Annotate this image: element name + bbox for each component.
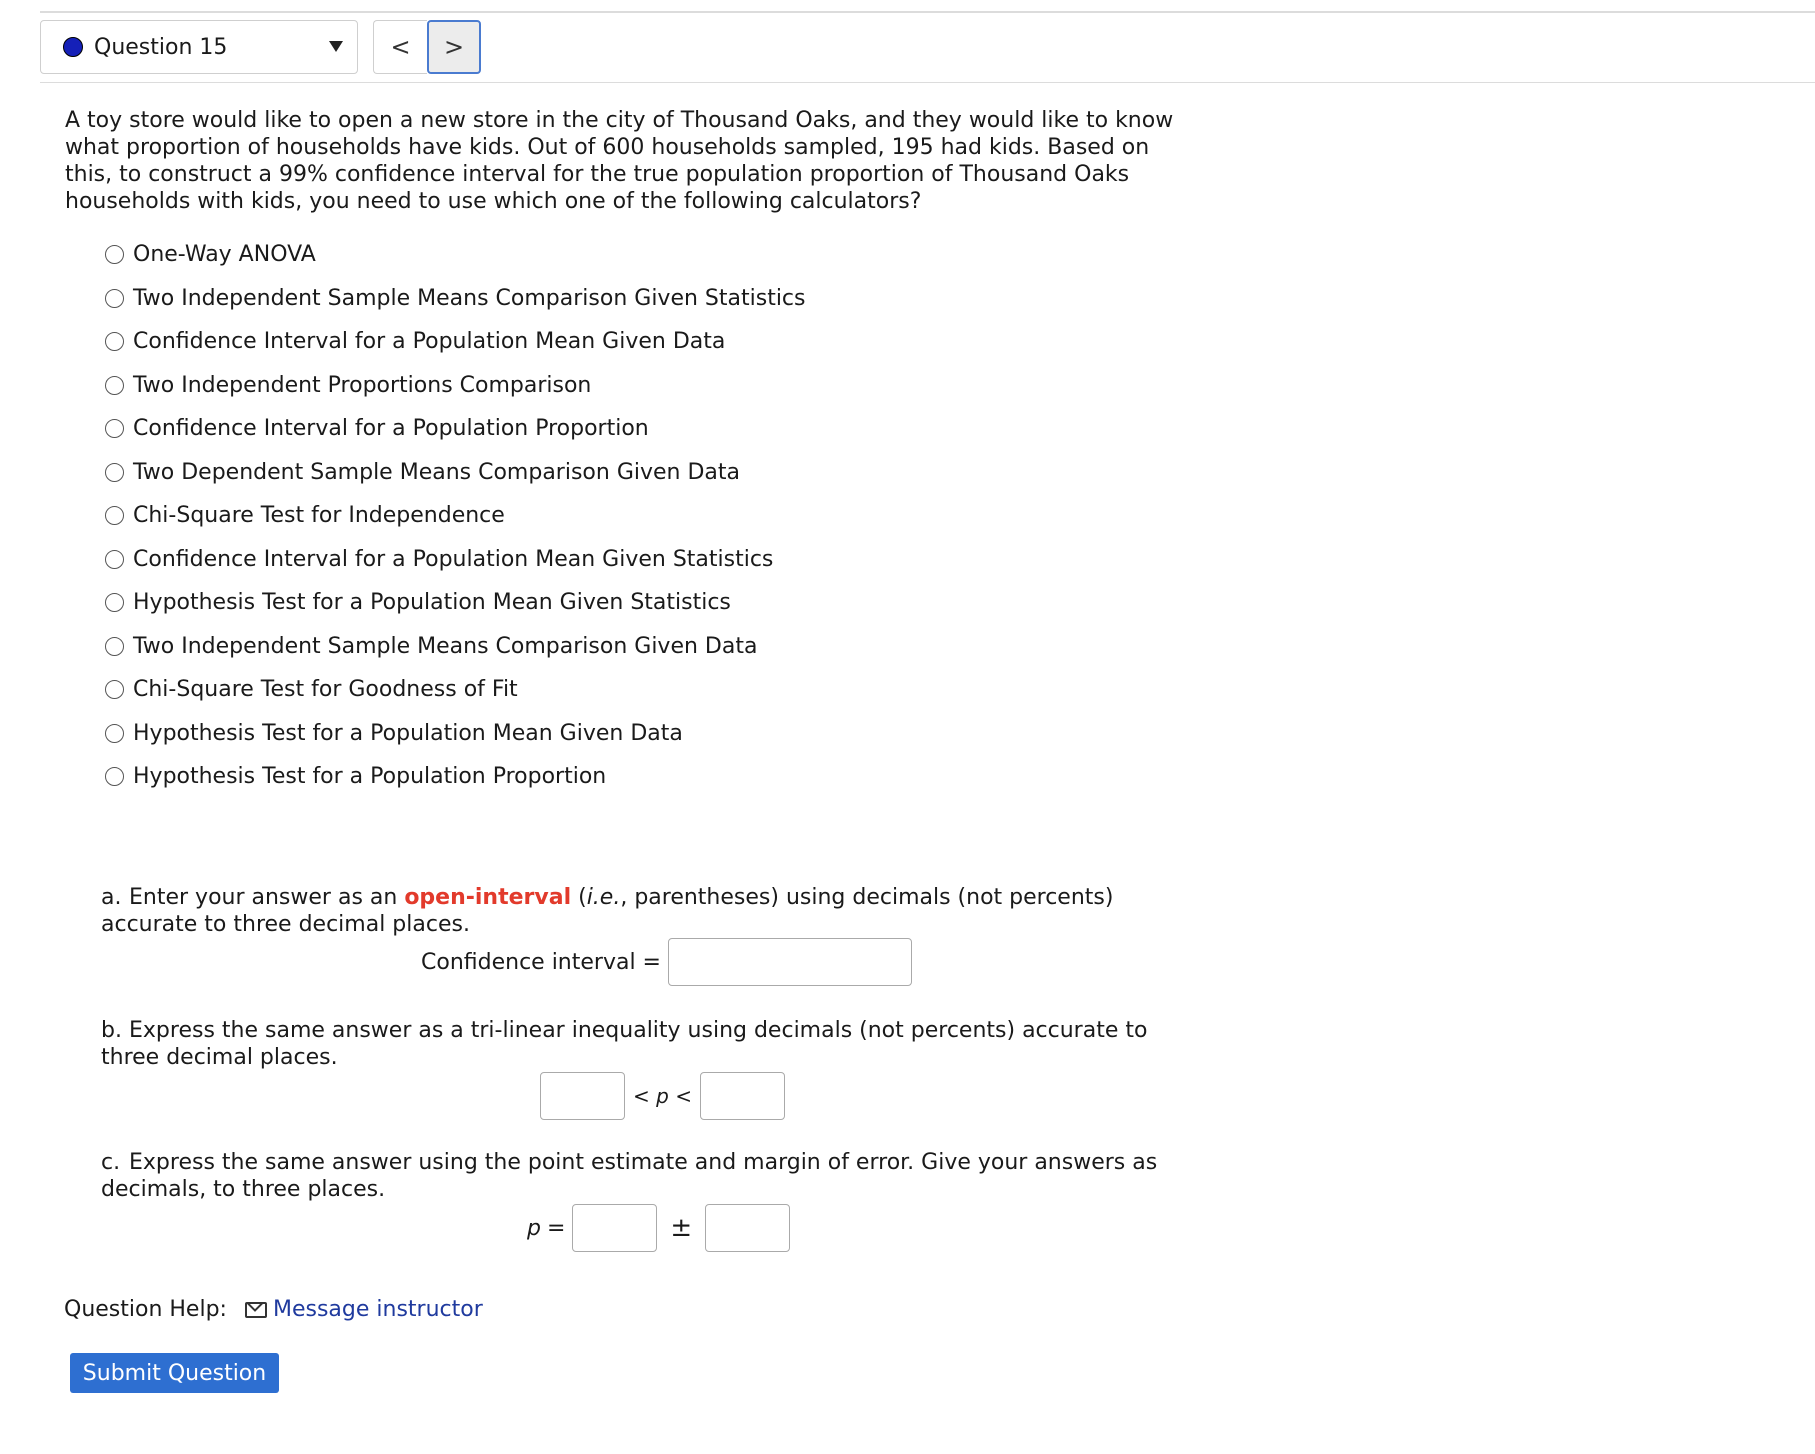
part-c-label: c. [101, 1150, 121, 1175]
answer-option-label: One-Way ANOVA [133, 242, 316, 268]
plus-minus-icon: ± [670, 1213, 693, 1243]
point-estimate-row [527, 1204, 790, 1252]
answer-option-label: Two Dependent Sample Means Comparison Given Data [133, 459, 740, 485]
part-a-instructions [101, 884, 1211, 938]
answer-options [105, 233, 806, 799]
answer-option[interactable] [105, 625, 806, 669]
submit-question-button[interactable]: Submit Question [70, 1353, 279, 1393]
part-a-paren: ( [571, 885, 587, 910]
radio-button[interactable] [105, 332, 124, 351]
p-variable-c: p [527, 1215, 541, 1241]
part-b-instructions [101, 1017, 1211, 1071]
inequality-symbols [633, 1084, 692, 1108]
question-help [64, 1297, 483, 1322]
radio-button[interactable] [105, 463, 124, 482]
answer-option-label: Confidence Interval for a Population Mean Given Statistics [133, 546, 774, 572]
upper-bound-input[interactable] [700, 1072, 785, 1120]
question-help-label: Question Help: [64, 1297, 227, 1322]
mail-icon[interactable] [245, 1302, 267, 1318]
radio-button[interactable] [105, 506, 124, 525]
question-status-dot-icon [63, 37, 83, 57]
answer-option-label: Two Independent Proportions Comparison [133, 372, 592, 398]
answer-option[interactable] [105, 407, 806, 451]
radio-button[interactable] [105, 376, 124, 395]
header-divider [40, 82, 1815, 83]
open-interval-highlight: open-interval [404, 885, 572, 910]
answer-option[interactable] [105, 538, 806, 582]
point-estimate-input[interactable] [572, 1204, 657, 1252]
question-text: A toy store would like to open a new store in the city of Thousand Oaks, and they would like to know what proportion of households have kids. Out of 600 households sampled, 195 had kids. Based on this, to construct a 99% confidence interval for the true population proportion of Thousand Oaks households with kids, you need to use which one of the following calculators? [65, 108, 1174, 214]
answer-option[interactable] [105, 233, 806, 277]
inequality-row [540, 1072, 785, 1120]
radio-button[interactable] [105, 680, 124, 699]
answer-option-label: Hypothesis Test for a Population Proportion [133, 764, 607, 790]
answer-option-label: Confidence Interval for a Population Mean Given Data [133, 329, 726, 355]
answer-option-label: Hypothesis Test for a Population Mean Given Data [133, 720, 683, 746]
question-selector[interactable] [40, 20, 358, 74]
answer-option[interactable] [105, 668, 806, 712]
answer-option-label: Two Independent Sample Means Comparison Given Statistics [133, 285, 806, 311]
part-c-instructions [101, 1149, 1211, 1203]
answer-option[interactable] [105, 320, 806, 364]
answer-option[interactable] [105, 451, 806, 495]
answer-option[interactable] [105, 581, 806, 625]
next-question-button[interactable] [427, 20, 481, 74]
answer-option-label: Chi-Square Test for Independence [133, 503, 505, 529]
less-than-2: < [675, 1084, 692, 1108]
answer-option[interactable] [105, 364, 806, 408]
answer-option[interactable] [105, 277, 806, 321]
part-a-label: a. [101, 885, 122, 910]
less-than-1: < [633, 1084, 650, 1108]
answer-option[interactable] [105, 712, 806, 756]
radio-button[interactable] [105, 419, 124, 438]
part-b-text: Express the same answer as a tri-linear inequality using decimals (not percents) accurate to three decimal places. [101, 1018, 1148, 1070]
confidence-interval-label: Confidence interval = [421, 949, 661, 975]
chevron-right-icon: > [443, 33, 465, 61]
confidence-interval-row [421, 938, 912, 986]
part-a-text-2: , parentheses) using decimals (not percents) accurate to three decimal places. [101, 885, 1114, 937]
confidence-interval-input[interactable] [668, 938, 912, 986]
answer-option-label: Chi-Square Test for Goodness of Fit [133, 677, 518, 703]
margin-of-error-input[interactable] [705, 1204, 790, 1252]
part-a-text-1: Enter your answer as an [129, 885, 405, 910]
answer-option-label: Two Independent Sample Means Comparison Given Data [133, 633, 758, 659]
answer-option[interactable] [105, 494, 806, 538]
part-c-text: Express the same answer using the point estimate and margin of error. Give your answers as decimals, to three places. [101, 1150, 1158, 1202]
answer-option[interactable] [105, 755, 806, 799]
radio-button[interactable] [105, 550, 124, 569]
message-instructor-link[interactable]: Message instructor [272, 1297, 483, 1322]
p-variable: p [656, 1084, 669, 1108]
chevron-left-icon: < [390, 33, 411, 61]
radio-button[interactable] [105, 245, 124, 264]
answer-option-label: Hypothesis Test for a Population Mean Given Statistics [133, 590, 731, 616]
radio-button[interactable] [105, 637, 124, 656]
equals-sign: = [546, 1215, 566, 1241]
answer-option-label: Confidence Interval for a Population Proportion [133, 416, 649, 442]
question-selector-label: Question 15 [94, 34, 228, 60]
part-a-ie: i.e. [586, 885, 621, 910]
part-b-label: b. [101, 1018, 122, 1043]
previous-question-button[interactable] [373, 20, 427, 74]
radio-button[interactable] [105, 724, 124, 743]
lower-bound-input[interactable] [540, 1072, 625, 1120]
dropdown-caret-icon [329, 41, 343, 52]
top-divider [40, 11, 1815, 13]
radio-button[interactable] [105, 289, 124, 308]
radio-button[interactable] [105, 593, 124, 612]
radio-button[interactable] [105, 767, 124, 786]
